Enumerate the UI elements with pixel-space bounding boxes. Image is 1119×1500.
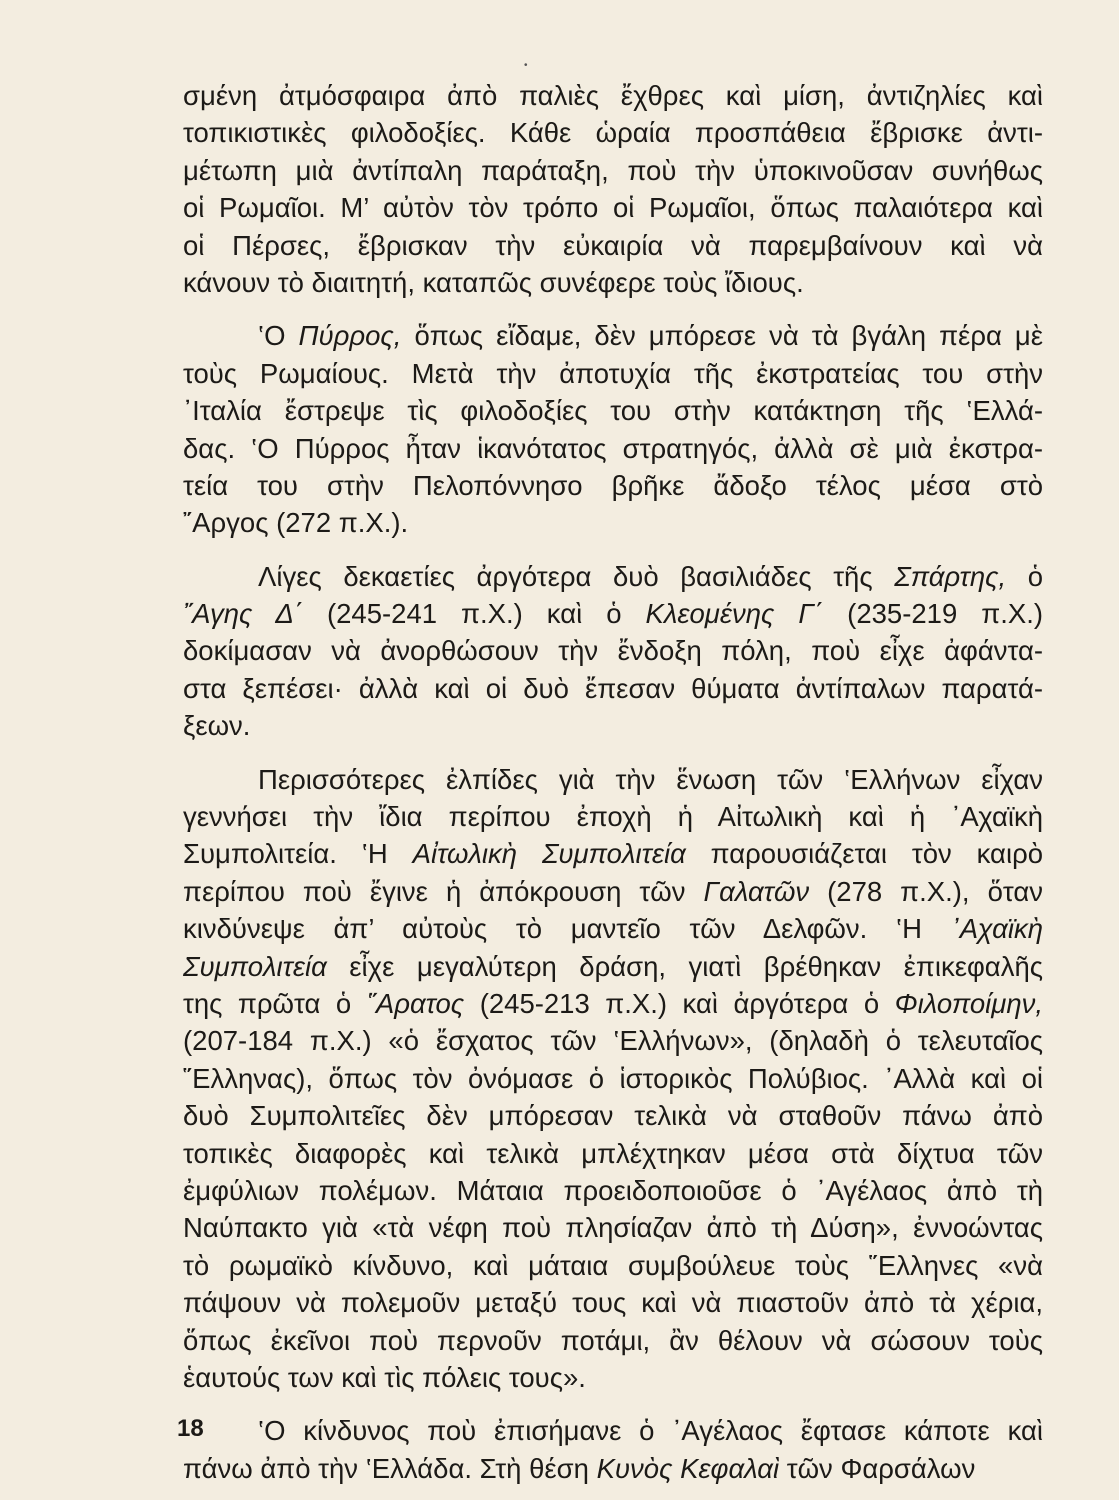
italic-term: Πύρρος, bbox=[298, 320, 402, 352]
text-segment: (278 π.Χ.), ὅταν bbox=[809, 875, 1043, 907]
text-line bbox=[183, 985, 1043, 1022]
text-line bbox=[183, 392, 1043, 429]
text-segment: τὸ ρωμαϊκὸ κίνδυνο, καὶ μάταια συμβούλευε τοὺς ῞Ελληνες «νὰ bbox=[183, 1249, 1043, 1281]
text-segment: ὅπως εἴδαμε, δὲν μπόρεσε νὰ τὰ βγάλη πέρα μὲ bbox=[401, 320, 1043, 352]
text-line bbox=[183, 1247, 1043, 1284]
italic-term: ῎Αγης Δ΄ bbox=[183, 598, 303, 630]
text-segment: κάνουν τὸ διαιτητή, καταπῶς συνέφερε τοὺς ἴδιους. bbox=[183, 266, 804, 298]
text-segment: μέτωπη μιὰ ἀντίπαλη παράταξη, ποὺ τὴν ὑποκινοῦσαν συνήθως bbox=[183, 154, 1043, 186]
text-segment: δυὸ Συμπολιτεῖες δὲν μπόρεσαν τελικὰ νὰ σταθοῦν πάνω ἀπὸ bbox=[183, 1100, 1043, 1132]
text-line bbox=[183, 707, 1043, 744]
stray-mark: • bbox=[524, 60, 528, 71]
italic-term: Γαλατῶν bbox=[703, 875, 810, 907]
italic-term: ῞Αρατος bbox=[366, 987, 465, 1019]
text-line bbox=[183, 152, 1043, 189]
text-line bbox=[183, 114, 1043, 151]
text-segment: ‛Ο bbox=[258, 320, 299, 352]
text-line bbox=[183, 1022, 1043, 1059]
text-segment: ῞Ελληνας), ὅπως τὸν ὀνόμασε ὁ ἱστορικὸς Πολύβιος. ᾽Αλλὰ καὶ οἱ bbox=[183, 1062, 1043, 1094]
paragraph bbox=[183, 77, 1043, 301]
text-line bbox=[183, 798, 1043, 835]
text-line bbox=[183, 1359, 1043, 1396]
text-line bbox=[183, 835, 1043, 872]
paragraph bbox=[183, 1412, 1043, 1487]
text-line bbox=[183, 1450, 1043, 1487]
text-segment: παρουσιάζεται τὸν καιρὸ bbox=[685, 838, 1044, 870]
text-line bbox=[183, 595, 1043, 632]
text-segment: ξεων. bbox=[183, 710, 251, 742]
text-segment: τοπικιστικὲς φιλοδοξίες. Κάθε ὡραία προσπάθεια ἔβρισκε ἀντι- bbox=[183, 117, 1043, 149]
paragraph-gap bbox=[183, 301, 1043, 317]
text-segment: τοπικὲς διαφορὲς καὶ τελικὰ μπλέχτηκαν μέσα στὰ δίχτυα τῶν bbox=[183, 1137, 1043, 1169]
text-segment: οἱ Πέρσες, ἔβρισκαν τὴν εὐκαιρία νὰ παρεμβαίνουν καὶ νὰ bbox=[183, 229, 1043, 261]
page-number: 18 bbox=[177, 1415, 204, 1442]
text-segment: Λίγες δεκαετίες ἀργότερα δυὸ βασιλιάδες τῆς bbox=[258, 560, 895, 592]
text-segment: ἐμφύλιων πολέμων. Μάταια προειδοποιοῦσε ὁ ᾽Αγέλαος ἀπὸ τὴ bbox=[183, 1174, 1043, 1206]
text-segment: (207-184 π.Χ.) «ὁ ἔσχατος τῶν ‛Ελλήνων», (δηλαδὴ ὁ τελευταῖος bbox=[183, 1025, 1043, 1057]
text-line bbox=[183, 558, 1043, 595]
text-line bbox=[183, 948, 1043, 985]
text-segment: ὁ bbox=[1006, 560, 1044, 592]
text-segment: ῎Αργος (272 π.Χ.). bbox=[183, 507, 409, 539]
text-line bbox=[183, 317, 1043, 354]
italic-term: ᾽Αχαϊκὴ bbox=[950, 913, 1043, 945]
text-line bbox=[183, 873, 1043, 910]
text-segment: Ναύπακτο γιὰ «τὰ νέφη ποὺ πλησίαζαν ἀπὸ τὴ Δύση», ἐννοώντας bbox=[183, 1212, 1043, 1244]
text-segment: γεννήσει τὴν ἴδια περίπου ἐποχὴ ἡ Αἰτωλικὴ καὶ ἡ ᾽Αχαϊκὴ bbox=[183, 801, 1043, 833]
text-line bbox=[183, 1097, 1043, 1134]
italic-term: Φιλοποίμην, bbox=[894, 987, 1043, 1019]
text-line bbox=[183, 1412, 1043, 1449]
text-segment: ὅπως ἐκεῖνοι ποὺ περνοῦν ποτάμι, ἂν θέλουν νὰ σώσουν τοὺς bbox=[183, 1324, 1043, 1356]
italic-term: Αἰτωλικὴ Συμπολιτεία bbox=[412, 838, 686, 870]
text-segment: (245-241 π.Χ.) καὶ ὁ bbox=[302, 598, 646, 630]
text-segment: στα ξεπέσει· ἀλλὰ καὶ οἱ δυὸ ἔπεσαν θύματα ἀντίπαλων παρατά- bbox=[183, 672, 1043, 704]
italic-term: Κλεομένης Γ΄ bbox=[645, 598, 824, 630]
paragraph bbox=[183, 558, 1043, 745]
text-segment: τῶν Φαρσάλων bbox=[779, 1452, 976, 1484]
text-line bbox=[183, 1209, 1043, 1246]
text-line bbox=[183, 1172, 1043, 1209]
text-segment: (235-219 π.Χ.) bbox=[823, 598, 1043, 630]
text-segment: Συμπολιτεία. ‛Η bbox=[183, 838, 413, 870]
text-segment: κινδύνεψε ἀπ’ αὐτοὺς τὸ μαντεῖο τῶν Δελφῶν. ‛Η bbox=[183, 913, 951, 945]
text-segment: σμένη ἀτμόσφαιρα ἀπὸ παλιὲς ἔχθρες καὶ μίση, ἀντιζηλίες καὶ bbox=[183, 80, 1043, 111]
text-segment: πάνω ἀπὸ τὴν ‛Ελλάδα. Στὴ θέση bbox=[183, 1452, 597, 1484]
text-segment: Περισσότερες ἐλπίδες γιὰ τὴν ἕνωση τῶν ‛Ελλήνων εἶχαν bbox=[258, 763, 1043, 795]
text-line bbox=[183, 1284, 1043, 1321]
text-segment: ἑαυτούς των καὶ τὶς πόλεις τους». bbox=[183, 1361, 586, 1393]
text-line bbox=[183, 77, 1043, 114]
text-segment: της πρῶτα ὁ bbox=[183, 987, 367, 1019]
text-segment: περίπου ποὺ ἔγινε ἡ ἀπόκρουση τῶν bbox=[183, 875, 704, 907]
text-line bbox=[183, 189, 1043, 226]
body-text bbox=[183, 77, 1043, 1487]
text-segment: τοὺς Ρωμαίους. Μετὰ τὴν ἀποτυχία τῆς ἐκστρατείας του στὴν bbox=[183, 357, 1043, 389]
text-line bbox=[183, 264, 1043, 301]
text-line bbox=[183, 1060, 1043, 1097]
text-line bbox=[183, 504, 1043, 541]
text-line bbox=[183, 227, 1043, 264]
text-segment: (245-213 π.Χ.) καὶ ἀργότερα ὁ bbox=[464, 987, 895, 1019]
text-segment: εἶχε μεγαλύτερη δράση, γιατὶ βρέθηκαν ἐπικεφαλῆς bbox=[326, 950, 1043, 982]
text-line bbox=[183, 670, 1043, 707]
text-line bbox=[183, 910, 1043, 947]
italic-term: Σπάρτης, bbox=[894, 560, 1007, 592]
text-segment: οἱ Ρωμαῖοι. Μ’ αὐτὸν τὸν τρόπο οἱ Ρωμαῖοι, ὅπως παλαιότερα καὶ bbox=[183, 192, 1043, 224]
text-segment: δοκίμασαν νὰ ἀνορθώσουν τὴν ἔνδοξη πόλη, ποὺ εἶχε ἀφάντα- bbox=[183, 635, 1043, 667]
text-line bbox=[183, 467, 1043, 504]
paragraph bbox=[183, 761, 1043, 1397]
text-line bbox=[183, 761, 1043, 798]
text-line bbox=[183, 430, 1043, 467]
text-segment: δας. ‛Ο Πύρρος ἦταν ἱκανότατος στρατηγός, ἀλλὰ σὲ μιὰ ἐκστρα- bbox=[183, 432, 1043, 464]
paragraph-gap bbox=[183, 542, 1043, 558]
text-segment: ‛Ο κίνδυνος ποὺ ἐπισήμανε ὁ ᾽Αγέλαος ἔφτασε κάποτε καὶ bbox=[258, 1415, 1043, 1447]
text-segment: τεία του στὴν Πελοπόννησο βρῆκε ἄδοξο τέλος μέσα στὸ bbox=[183, 469, 1043, 501]
text-segment: πάψουν νὰ πολεμοῦν μεταξύ τους καὶ νὰ πιαστοῦν ἀπὸ τὰ χέρια, bbox=[183, 1287, 1043, 1319]
paragraph-gap bbox=[183, 745, 1043, 761]
italic-term: Κυνὸς Κεφαλαὶ bbox=[596, 1452, 780, 1484]
text-segment: ᾽Ιταλία ἔστρεψε τὶς φιλοδοξίες του στὴν κατάκτηση τῆς ‛Ελλά- bbox=[183, 395, 1043, 427]
paragraph bbox=[183, 317, 1043, 541]
text-line bbox=[183, 355, 1043, 392]
italic-term: Συμπολιτεία bbox=[183, 950, 327, 982]
paragraph-gap bbox=[183, 1396, 1043, 1412]
text-line bbox=[183, 1135, 1043, 1172]
text-line bbox=[183, 1322, 1043, 1359]
text-line bbox=[183, 632, 1043, 669]
